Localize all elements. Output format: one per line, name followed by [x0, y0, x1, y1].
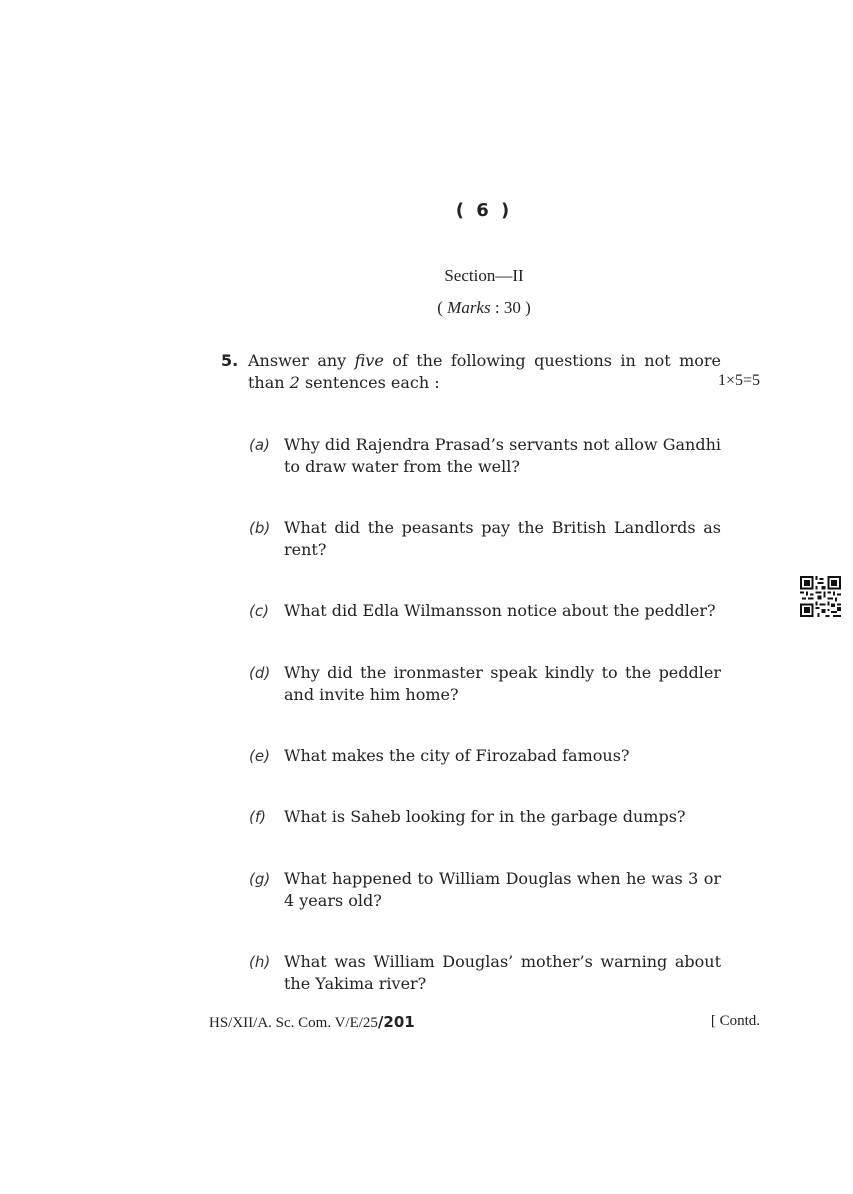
subquestion-g-label: (g)	[249, 870, 271, 888]
subquestion-a-line1: Why did Rajendra Prasad’s servants not allow Gandhi	[284, 435, 721, 454]
instr-2b: sentences each :	[299, 373, 440, 392]
subquestion-g-line2: 4 years old?	[284, 891, 382, 910]
question-number: 5.	[221, 351, 239, 370]
subquestion-h-line1: What was William Douglas’ mother’s warning about	[284, 952, 721, 971]
subquestion-b-line1: What did the peasants pay the British Landlords as	[284, 518, 721, 537]
subquestion-h-line2: the Yakima river?	[284, 974, 427, 993]
section-title-text: Section—II	[444, 266, 524, 285]
instr-1a: Answer any	[248, 351, 355, 370]
subquestion-e-line1: What makes the city of Firozabad famous?	[284, 746, 630, 765]
question-instruction-line2	[248, 372, 440, 394]
subquestion-d-line1: Why did the ironmaster speak kindly to the peddler	[284, 663, 721, 682]
marks-close: )	[525, 298, 531, 317]
instr-2-emphasis: 2	[289, 373, 300, 392]
instr-1-emphasis: five	[354, 351, 384, 370]
qr-code-icon	[800, 576, 841, 617]
footer-contd: [ Contd.	[710, 1013, 760, 1029]
subquestion-c-line1: What did Edla Wilmansson notice about the peddler?	[284, 601, 716, 620]
section-marks	[0, 298, 853, 318]
marks-value: : 30	[494, 298, 521, 317]
subquestion-a-label: (a)	[249, 436, 270, 454]
section-title	[0, 266, 853, 286]
marks-open: (	[437, 298, 443, 317]
subquestion-a-line2: to draw water from the well?	[284, 457, 520, 476]
footer-paper-code	[209, 1013, 415, 1032]
subquestion-b-label: (b)	[249, 519, 271, 537]
subquestion-b-line2: rent?	[284, 540, 327, 559]
subquestion-e-label: (e)	[249, 747, 270, 765]
subquestion-d-label: (d)	[249, 664, 271, 682]
subquestion-d-line2: and invite him home?	[284, 685, 459, 704]
question-instruction-line1	[248, 350, 721, 372]
subquestion-g-line1: What happened to William Douglas when he was 3 or	[284, 869, 721, 888]
subquestion-f-label: (f)	[249, 808, 266, 826]
subquestion-h-label: (h)	[249, 953, 271, 971]
footer-code-prefix: HS/XII/A. Sc. Com. V/E/25	[209, 1015, 378, 1031]
instr-2a: than	[248, 373, 290, 392]
instr-1b: of the following questions in not more	[383, 351, 721, 370]
page-number: ( 6 )	[455, 200, 513, 221]
marks-label: Marks	[447, 298, 491, 317]
footer-code-number: /201	[377, 1013, 415, 1031]
question-marks: 1×5=5	[717, 372, 760, 389]
subquestion-c-label: (c)	[249, 602, 269, 620]
subquestion-f-line1: What is Saheb looking for in the garbage dumps?	[284, 807, 686, 826]
